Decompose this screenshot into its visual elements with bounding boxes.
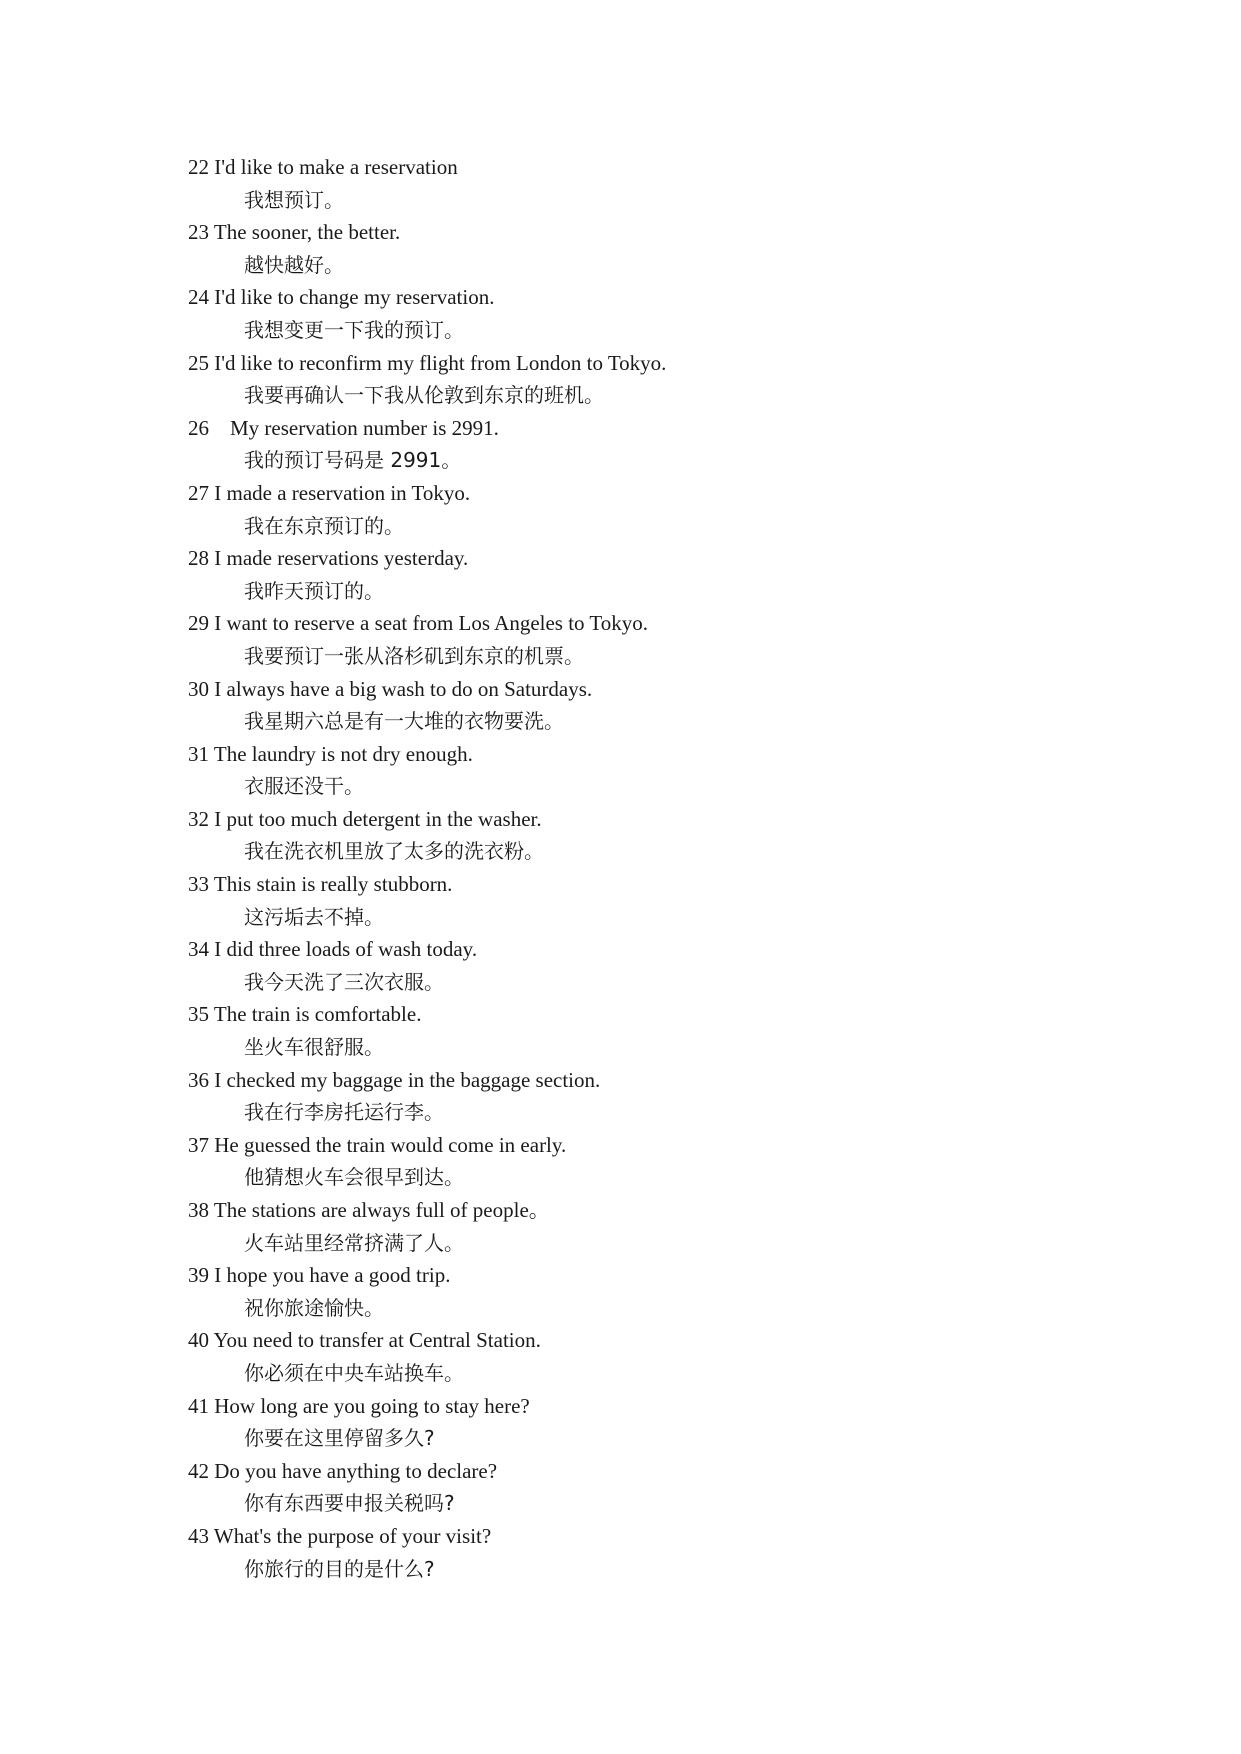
- entry-number: 25: [188, 350, 209, 375]
- chinese-translation: 我想变更一下我的预订。: [244, 317, 464, 342]
- english-sentence: Do you have anything to declare?: [214, 1458, 498, 1483]
- entry-number: 31: [188, 741, 209, 766]
- entry-number: 30: [188, 676, 209, 701]
- entry-number: 34: [188, 937, 209, 962]
- entry-number: 39: [188, 1263, 209, 1288]
- english-sentence: The stations are always full of people。: [213, 1198, 550, 1222]
- entry-number: 27: [188, 480, 209, 505]
- entry-number: 28: [188, 546, 209, 571]
- entry-number: 41: [188, 1393, 209, 1418]
- english-sentence: I made reservations yesterday.: [214, 546, 469, 571]
- english-sentence: The train is comfortable.: [213, 1002, 422, 1027]
- english-sentence-line: [188, 868, 666, 901]
- phrase-entry: [188, 151, 666, 216]
- entry-number: 24: [188, 285, 209, 310]
- entry-number: 36: [188, 1067, 209, 1092]
- english-sentence-line: [188, 1259, 666, 1292]
- chinese-translation: 我的预订号码是 2991。: [244, 448, 462, 473]
- entry-number: 33: [188, 872, 209, 897]
- entry-number: 43: [188, 1523, 209, 1548]
- english-sentence: I checked my baggage in the baggage section.: [214, 1067, 601, 1092]
- english-sentence-line: [188, 151, 666, 184]
- english-sentence-line: [188, 477, 666, 510]
- phrase-entry: [188, 933, 666, 998]
- phrase-entry: [188, 477, 666, 542]
- english-sentence: The sooner, the better.: [213, 220, 401, 245]
- entry-number: 23: [188, 220, 209, 245]
- phrase-entry: [188, 607, 666, 672]
- english-sentence: My reservation number is 2991.: [214, 415, 499, 440]
- english-sentence: I made a reservation in Tokyo.: [214, 480, 471, 505]
- english-sentence: I'd like to make a reservation: [214, 155, 458, 179]
- chinese-translation: 我今天洗了三次衣服。: [244, 969, 444, 994]
- english-sentence: I'd like to reconfirm my flight from London to Tokyo.: [214, 350, 667, 375]
- phrase-entry: [188, 1064, 666, 1129]
- chinese-translation: 你有东西要申报关税吗?: [244, 1491, 455, 1516]
- english-sentence-line: [188, 412, 666, 445]
- entry-number: 40: [188, 1328, 209, 1353]
- phrase-entry: [188, 1390, 666, 1455]
- chinese-translation: 我在行李房托运行李。: [244, 1100, 444, 1125]
- phrase-entry: [188, 1520, 666, 1585]
- english-sentence: I always have a big wash to do on Saturdays.: [214, 676, 593, 701]
- english-sentence: I did three loads of wash today.: [214, 937, 478, 962]
- phrase-entry: [188, 347, 666, 412]
- chinese-translation: 我要预订一张从洛杉矶到东京的机票。: [244, 643, 584, 668]
- entry-number: 38: [188, 1198, 209, 1222]
- phrase-entry: [188, 738, 666, 803]
- phrase-entry: [188, 803, 666, 868]
- english-sentence-line: [188, 1455, 666, 1488]
- chinese-translation: 我在洗衣机里放了太多的洗衣粉。: [244, 839, 544, 864]
- english-sentence: I want to reserve a seat from Los Angeles to Tokyo.: [214, 611, 649, 636]
- english-sentence: I put too much detergent in the washer.: [214, 806, 542, 831]
- entry-number: 29: [188, 611, 209, 636]
- phrase-entry: [188, 216, 666, 281]
- entry-number: 37: [188, 1132, 209, 1157]
- phrase-entry: [188, 868, 666, 933]
- english-sentence: The laundry is not dry enough.: [213, 741, 473, 766]
- phrase-entry: [188, 1455, 666, 1520]
- phrase-entry: [188, 412, 666, 477]
- english-sentence-line: [188, 1324, 666, 1357]
- english-sentence-line: [188, 1390, 666, 1423]
- chinese-translation: 祝你旅途愉快。: [244, 1295, 384, 1320]
- english-sentence-line: [188, 933, 666, 966]
- phrase-entry: [188, 1259, 666, 1324]
- entry-number: 22: [188, 155, 209, 179]
- english-sentence: He guessed the train would come in early.: [214, 1132, 567, 1157]
- chinese-translation: 我星期六总是有一大堆的衣物要洗。: [244, 709, 564, 734]
- english-sentence: I'd like to change my reservation.: [214, 285, 495, 310]
- english-sentence-line: [188, 607, 666, 640]
- chinese-translation: 我要再确认一下我从伦敦到东京的班机。: [244, 383, 604, 408]
- english-sentence-line: [188, 998, 666, 1031]
- chinese-translation: 你旅行的目的是什么?: [244, 1556, 435, 1581]
- chinese-translation: 这污垢去不掉。: [244, 904, 384, 929]
- phrase-entry: [188, 1324, 666, 1389]
- entry-number: 42: [188, 1458, 209, 1483]
- english-sentence-line: [188, 216, 666, 249]
- phrase-entry: [188, 1194, 666, 1259]
- chinese-translation: 我昨天预订的。: [244, 578, 384, 603]
- english-sentence-line: [188, 1064, 666, 1097]
- english-sentence-line: [188, 347, 666, 380]
- english-sentence-line: [188, 542, 666, 575]
- chinese-translation: 他猜想火车会很早到达。: [244, 1165, 464, 1190]
- phrase-entry: [188, 998, 666, 1063]
- chinese-translation: 我在东京预订的。: [244, 513, 404, 538]
- phrase-entry: [188, 542, 666, 607]
- chinese-translation: 越快越好。: [244, 252, 344, 277]
- chinese-translation: 你必须在中央车站换车。: [244, 1360, 464, 1385]
- english-sentence-line: [188, 803, 666, 836]
- english-sentence: What's the purpose of your visit?: [213, 1523, 492, 1548]
- english-sentence-line: [188, 738, 666, 771]
- chinese-translation: 你要在这里停留多久?: [244, 1426, 435, 1451]
- chinese-translation: 坐火车很舒服。: [244, 1035, 384, 1060]
- english-sentence: You need to transfer at Central Station.: [213, 1328, 541, 1353]
- english-sentence-line: [188, 1129, 666, 1162]
- english-sentence-line: [188, 1194, 666, 1227]
- phrase-entry: [188, 673, 666, 738]
- phrase-entry: [188, 281, 666, 346]
- phrase-entry: [188, 1129, 666, 1194]
- entry-number: 35: [188, 1002, 209, 1027]
- english-sentence-line: [188, 281, 666, 314]
- chinese-translation: 火车站里经常挤满了人。: [244, 1230, 464, 1255]
- english-sentence: This stain is really stubborn.: [213, 872, 453, 897]
- chinese-translation: 衣服还没干。: [244, 774, 364, 799]
- entry-number: 32: [188, 806, 209, 831]
- english-sentence-line: [188, 673, 666, 706]
- english-sentence: How long are you going to stay here?: [214, 1393, 530, 1418]
- entry-number: 26: [188, 415, 209, 440]
- chinese-translation: 我想预订。: [244, 187, 344, 212]
- phrase-list: [188, 151, 666, 1585]
- english-sentence-line: [188, 1520, 666, 1553]
- english-sentence: I hope you have a good trip.: [214, 1263, 451, 1288]
